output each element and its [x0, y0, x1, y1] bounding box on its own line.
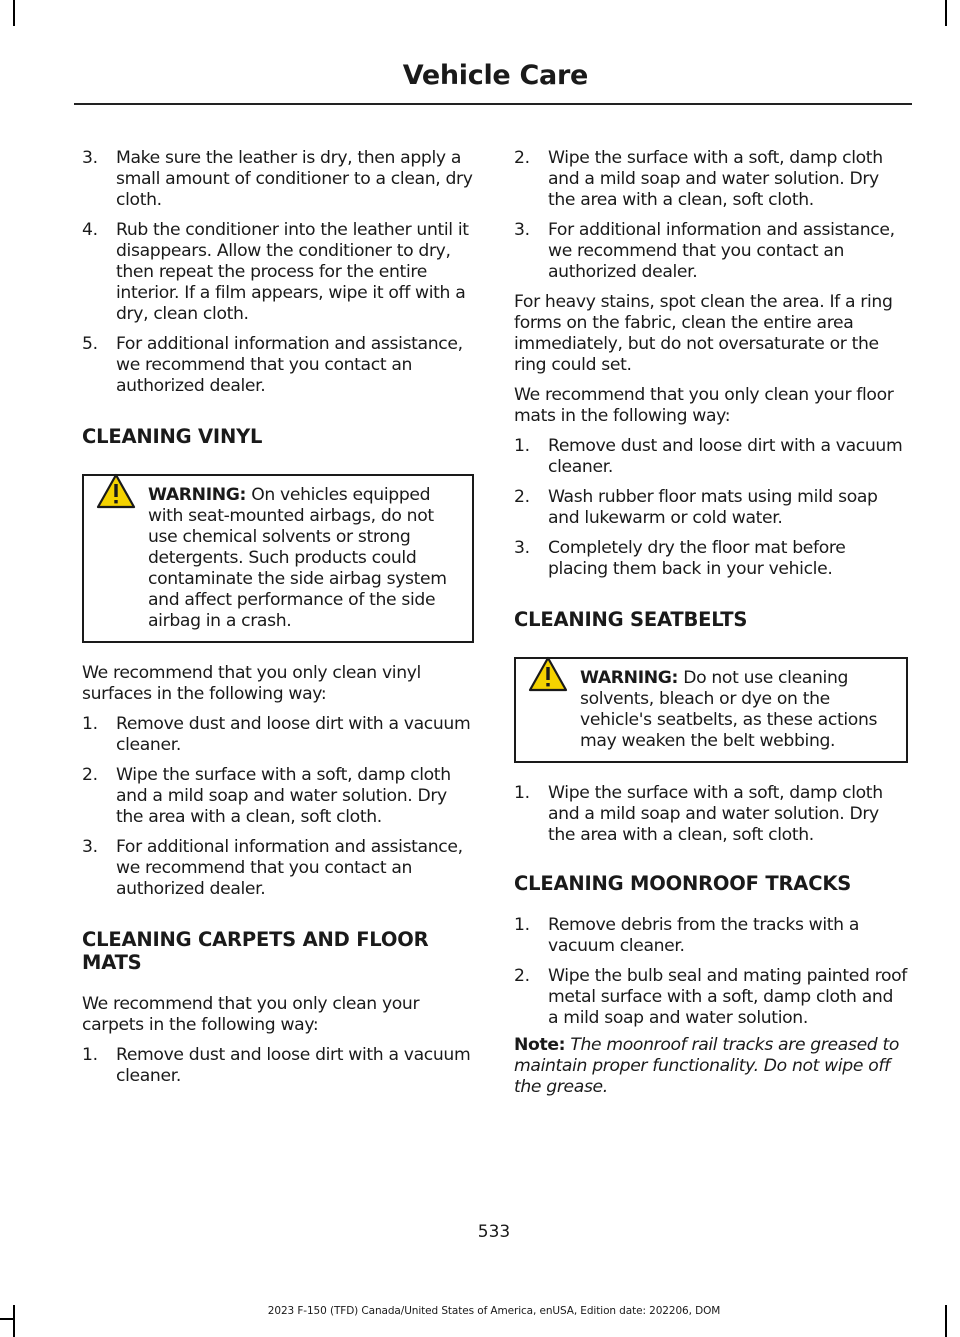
page-title: Vehicle Care	[402, 60, 588, 91]
vinyl-steps-list	[82, 714, 474, 900]
right-column	[514, 148, 908, 1107]
list-item: 3. Make sure the leather is dry, then apply a small amount of conditioner to a clean, dry cloth.	[82, 148, 473, 210]
list-item: 1. Remove dust and loose dirt with a vacuum cleaner.	[514, 436, 903, 477]
warning-text: WARNING: Do not use cleaning solvents, bleach or dye on the vehicle's seatbelts, as these actions may weaken the belt webbing.	[524, 668, 898, 752]
warning-box-seatbelts	[514, 657, 908, 763]
list-item: 1. Remove debris from the tracks with a vacuum cleaner.	[514, 915, 860, 956]
paragraph: For heavy stains, spot clean the area. If a ring forms on the fabric, clean the entire area immediately, but do not oversaturate or the ring could set.	[514, 292, 893, 375]
list-item: 1. Wipe the surface with a soft, damp cloth and a mild soap and water solution. Dry the area with a clean, soft cloth.	[514, 783, 883, 845]
paragraph: We recommend that you only clean your floor mats in the following way:	[514, 385, 894, 426]
warning-triangle-icon	[96, 473, 136, 509]
list-item: 3. Completely dry the floor mat before placing them back in your vehicle.	[514, 538, 846, 579]
note: Note: The moonroof rail tracks are greased to maintain proper functionality. Do not wipe off the grease.	[514, 1035, 900, 1097]
carpet-steps-continued-list	[514, 148, 908, 283]
leather-steps-list	[82, 148, 474, 397]
paragraph: We recommend that you only clean your carpets in the following way:	[82, 994, 420, 1035]
footer-edition: 2023 F-150 (TFD) Canada/United States of America, enUSA, Edition date: 202206, DOM	[267, 1305, 721, 1317]
list-item: 2. Wipe the surface with a soft, damp cloth and a mild soap and water solution. Dry the area with a clean, soft cloth.	[82, 765, 451, 827]
list-item: 2. Wipe the surface with a soft, damp cloth and a mild soap and water solution. Dry the area with a clean, soft cloth.	[514, 148, 883, 210]
paragraph: We recommend that you only clean vinyl surfaces in the following way:	[82, 663, 421, 704]
floor-mat-steps-list	[514, 436, 908, 580]
header-rule	[74, 103, 912, 105]
section-heading-cleaning-vinyl: CLEANING VINYL	[82, 425, 263, 448]
warning-label: WARNING:	[580, 668, 679, 688]
section-heading-cleaning-seatbelts: CLEANING SEATBELTS	[514, 608, 748, 631]
note-label: Note:	[514, 1035, 566, 1055]
list-item: 5. For additional information and assistance, we recommend that you contact an authorized dealer.	[82, 334, 463, 396]
list-item: 2. Wipe the bulb seal and mating painted roof metal surface with a soft, damp cloth and a mild soap and water solution.	[514, 966, 907, 1028]
crop-mark-top-left	[13, 0, 15, 26]
warning-label: WARNING:	[148, 485, 247, 505]
list-item: 1. Remove dust and loose dirt with a vacuum cleaner.	[82, 1045, 471, 1086]
list-item: 2. Wash rubber floor mats using mild soap and lukewarm or cold water.	[514, 487, 878, 528]
list-item: 1. Remove dust and loose dirt with a vacuum cleaner.	[82, 714, 471, 755]
page-number: 533	[477, 1222, 511, 1242]
left-column	[82, 148, 474, 1096]
warning-triangle-icon	[528, 656, 568, 692]
seatbelt-steps-list	[514, 783, 908, 846]
moonroof-steps-list	[514, 915, 908, 1029]
section-heading-cleaning-carpets: CLEANING CARPETS AND FLOOR MATS	[82, 928, 429, 974]
section-heading-cleaning-moonroof: CLEANING MOONROOF TRACKS	[514, 872, 852, 895]
crop-mark-top-right	[945, 0, 947, 26]
warning-text: WARNING: On vehicles equipped with seat-mounted airbags, do not use chemical solvents or strong detergents. Such products could contaminate the side airbag system and affect performance of the side airbag in a crash.	[92, 485, 464, 632]
crop-mark-bottom-left-h	[0, 1318, 14, 1320]
list-item: 4. Rub the conditioner into the leather until it disappears. Allow the conditioner to dry, then repeat the process for the entire interior. If a film appears, wipe it off with a dry, clean cloth.	[82, 220, 469, 324]
list-item: 3. For additional information and assistance, we recommend that you contact an authorized dealer.	[514, 220, 895, 282]
carpet-steps-list	[82, 1045, 474, 1087]
list-item: 3. For additional information and assistance, we recommend that you contact an authorized dealer.	[82, 837, 463, 899]
warning-box-vinyl	[82, 474, 474, 643]
